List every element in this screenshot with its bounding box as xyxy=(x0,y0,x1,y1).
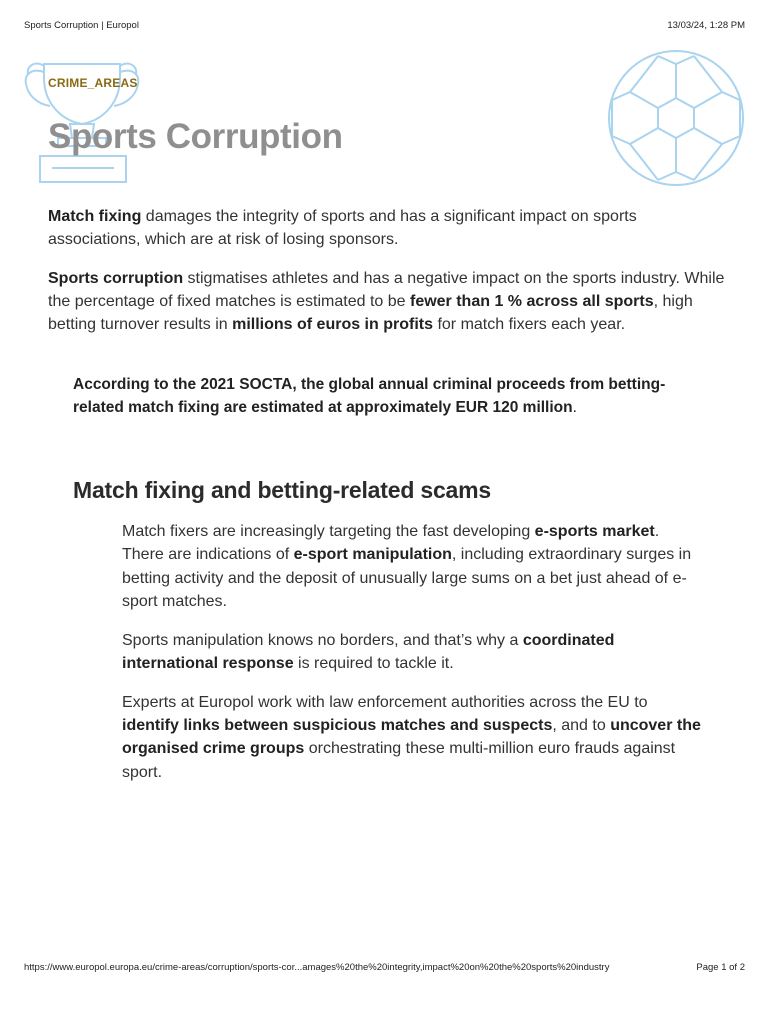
emphasis-fixed-matches: fewer than 1 % across all sports xyxy=(409,292,654,310)
page-title: Sports Corruption xyxy=(48,117,343,156)
section-heading: Match fixing and betting-related scams xyxy=(73,477,491,503)
emphasis-coordinated-response: coordinated international response xyxy=(122,631,615,672)
text: Experts at Europol work with law enforcement authorities across the EU to xyxy=(122,693,648,711)
intro-paragraph-2 xyxy=(48,267,728,337)
print-header xyxy=(24,20,745,34)
emphasis-profits: millions of euros in profits xyxy=(232,316,433,334)
section-paragraph-1 xyxy=(122,520,702,613)
text: is required to tackle it. xyxy=(293,654,454,672)
socta-quote xyxy=(73,373,693,420)
emphasis-sports-corruption: Sports corruption xyxy=(48,269,184,287)
text: , high betting turnover results in xyxy=(48,292,693,334)
intro-text xyxy=(48,205,728,351)
text: , including extraordinary surges in betting activity and the deposit of unusually large sums on a bet just ahead of e-sport matches. xyxy=(122,546,692,610)
print-header-datetime: 13/03/24, 1:28 PM xyxy=(667,20,745,31)
section-body xyxy=(122,520,702,799)
print-footer-url: https://www.europol.europa.eu/crime-areas/corruption/sports-cor...amages%20the%20integrity,impact%20on%20the%20sports%20industry xyxy=(24,962,610,973)
text: for match fixers each year. xyxy=(433,316,626,334)
intro-paragraph-1 xyxy=(48,205,728,252)
print-footer xyxy=(24,962,745,976)
section-paragraph-2 xyxy=(122,629,702,676)
text: stigmatises athletes and has a negative impact on the sports industry. While the percentage of fixed matches is estimated to be xyxy=(48,269,725,310)
text: Sports manipulation knows no borders, and that’s why a xyxy=(122,631,523,649)
text: Match fixers are increasingly targeting the fast developing xyxy=(122,523,535,540)
text: damages the integrity of sports and has a significant impact on sports associations, which are at risk of losing sponsors. xyxy=(48,208,637,249)
football-icon xyxy=(604,50,748,186)
emphasis-uncover-groups: uncover the organised crime groups xyxy=(122,717,701,758)
quote-period: . xyxy=(572,399,577,417)
emphasis-identify-links: identify links between suspicious matches and suspects xyxy=(122,717,553,735)
text: . There are indications of xyxy=(122,523,660,564)
text: , and to xyxy=(552,717,611,735)
emphasis-match-fixing: Match fixing xyxy=(48,208,142,225)
print-header-title: Sports Corruption | Europol xyxy=(24,20,139,31)
quote-text: According to the 2021 SOCTA, the global annual criminal proceeds from betting-related match fixing are estimated at approximately EUR 120 million xyxy=(73,376,666,417)
section-paragraph-3 xyxy=(122,691,702,784)
emphasis-esports-market: e-sports market xyxy=(534,523,655,540)
print-footer-page: Page 1 of 2 xyxy=(696,962,745,973)
text: orchestrating these multi-million euro frauds against sport. xyxy=(122,740,676,781)
emphasis-esport-manipulation: e-sport manipulation xyxy=(293,546,452,564)
breadcrumb[interactable]: CRIME_AREAS xyxy=(48,76,138,90)
